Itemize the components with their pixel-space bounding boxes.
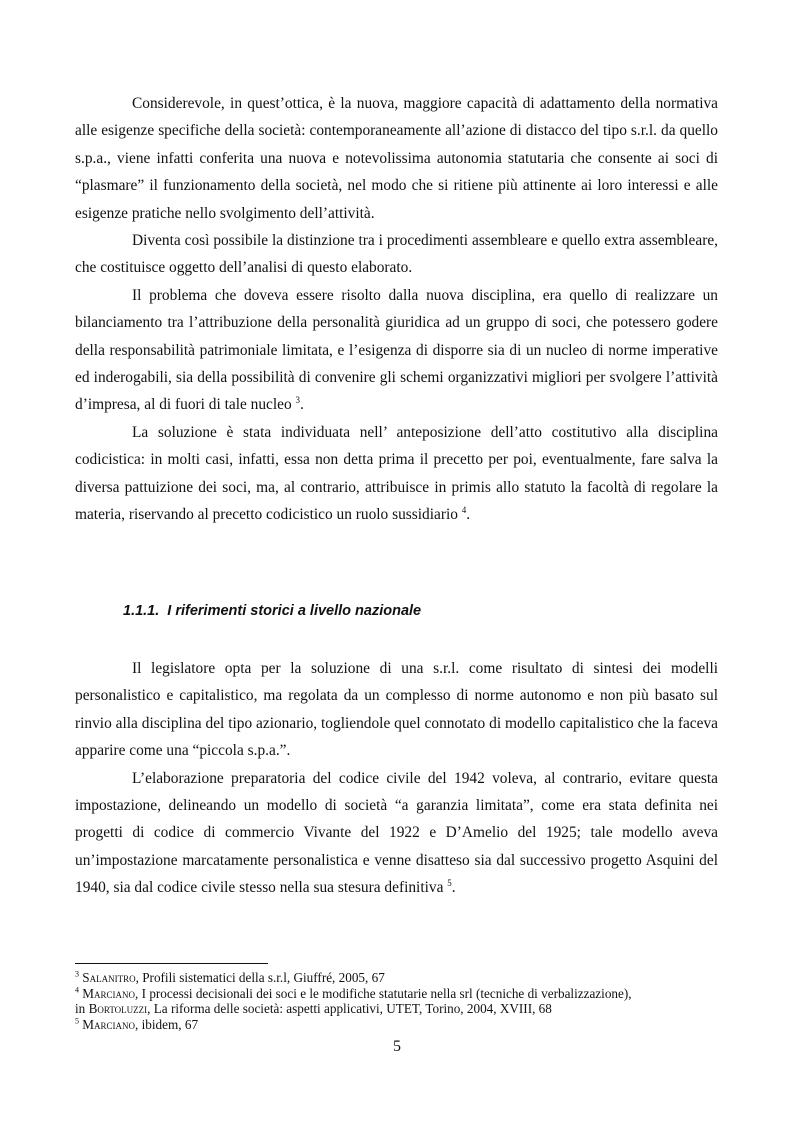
section-paragraph-1: Il legislatore opta per la soluzione di una s.r.l. come risultato di sintesi dei modelli personalistico e capitalistico, ma regolata da un complesso di norme autonomo e non più basato sul rinvio alla disciplina del tipo azionario, togliendole quel connotato di modello capitalistico che la faceva apparire come una “piccola s.p.a.”. [75,660,718,760]
footnote-ref-5[interactable]: 5 [447,878,452,889]
section-paragraph-2: L’elaborazione preparatoria del codice civile del 1942 voleva, al contrario, evitare questa impostazione, delineando un modello di società “a garanzia limitata”, come era stata definita nei progetti di codice di commercio Vivante del 1922 e D’Amelio del 1925; tale modello aveva un’impostazione marcatamente personalistica e venne disatteso sia dal successivo progetto Asquini del 1940, sia dal codice civile stesso nella sua stesura definitiva $^5$. [75,769,718,897]
footnote-divider [75,963,268,964]
section-number: 1.1.1. [123,603,160,619]
page-number: 5 [393,1038,401,1055]
paragraph-1: Considerevole, in quest’ottica, è la nuova, maggiore capacità di adattamento della normativa alle esigenze specifiche della società: contemporaneamente all’azione di distacco del tipo s.r.l. da quello s.p.a., viene infatti conferita una nuova e notevolissima autonomia statutaria che consente ai soci di “plasmare” il funzionamento della società, nel modo che si ritiene più attinente ai loro interessi e alle esigenze pratiche nello svolgimento dell’attività. [75,95,718,222]
paragraph-4: La soluzione è stata individuata nell’ anteposizione dell’atto costitutivo alla disciplina codicistica: in molti casi, infatti, essa non detta prima il precetto per poi, eventualmente, fare salva la diversa pattuizione dei soci, ma, al contrario, attribuisce in primis allo statuto la facoltà di regolare la materia, riservando al precetto codicistico un ruolo sussidiario $^4$. [75,423,718,524]
footnote-ref-4[interactable]: 4 [461,504,467,515]
paragraph-3: Il problema che doveva essere risolto dalla nuova disciplina, era quello di realizzare un bilanciamento tra l’attribuzione della personalità giuridica ad un gruppo di soci, che potessero godere della responsabilità patrimoniale limitata, e l’esigenza di disporre sia di un nucleo di norme imperative ed inderogabili, sia della possibilità di convenire gli schemi organizzativi migliori per svolgere l’attività d’impresa, al di fuori di tale nucleo $^3$. [75,286,718,414]
paragraph-2: Diventa così possibile la distinzione tra i procedimenti assembleare e quello extra assembleare, che costituisce oggetto dell’analisi di questo elaborato. [75,232,718,277]
footnote-3: $^3$ Salanitro, Profili sistematici della s.r.l, Giuffré, 2005, 67 [75,969,385,985]
section-heading [123,603,421,619]
footnote-5: $^5$ Marciano, ibidem, 67 [75,1016,199,1032]
footnote-ref-3[interactable]: 3 [295,395,301,406]
footnote-4: $^4$ Marciano, I processi decisionali dei soci e le modifiche statutarie nella srl (tecniche di verbalizzazione), in Bortoluzzi, La riforma delle società: aspetti applicativi, UTET, Torino, 2004, XVIII, 68 [75,985,632,1016]
section-title: I riferimenti storici a livello nazionale [167,603,422,619]
main-text [75,90,718,529]
footnotes [75,970,735,1032]
section-text [75,655,718,902]
